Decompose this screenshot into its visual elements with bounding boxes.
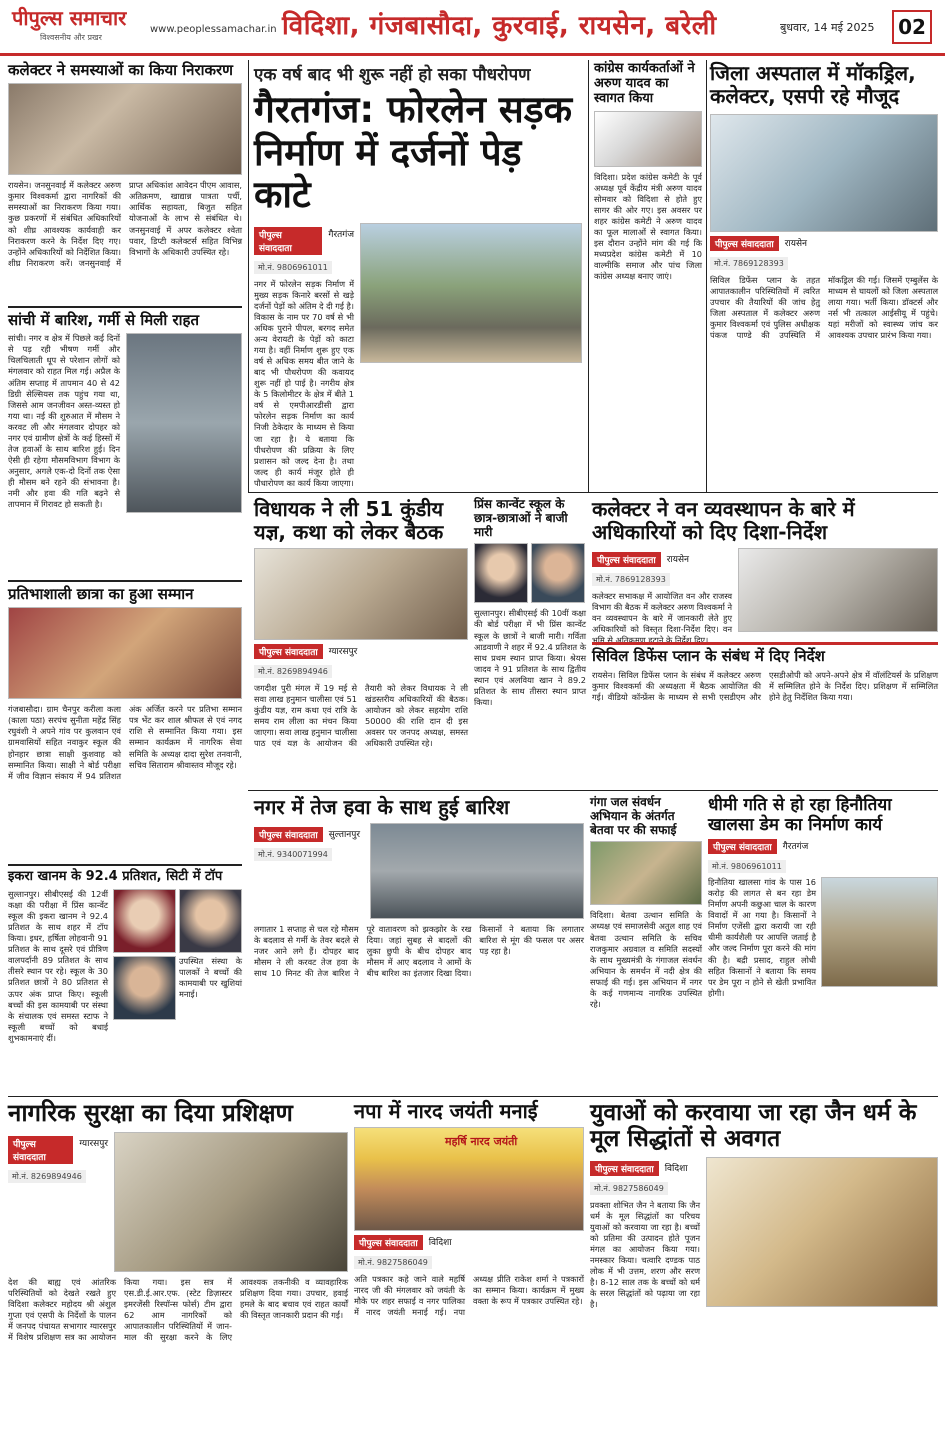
story-ikra-topper	[8, 864, 242, 1090]
byline-place: गैरतगंज	[782, 842, 809, 853]
byline-reporter: पीपुल्स संवाददाता	[254, 827, 323, 842]
reporter-mobile: मो.नं. 7869128393	[710, 257, 788, 270]
byline-place: ग्यारसपुर	[328, 647, 358, 657]
story-body: नगर में फोरलेन सड़क निर्माण में मुख्य सड़क किनारे बरसों से खड़े दर्जनों पेड़ों को अंतिम दे दी गई है। विकास के नाम पर 70 वर्ष से भी अधिक पुराने पीपल, बरगद समेत अन्य वेरायटी के पेड़ों को काटा गया है। वहीं निर्माण शुरू हुए एक वर्ष से अधिक समय बीत जाने के बाद भी पौधरोपण की कवायद शुरू नहीं हो पाई है। नगरीय क्षेत्र के 5 किलोमीटर के क्षेत्र में बीते 1 वर्ष से एमपीआरडीसी द्वारा फोरलेन सड़क निर्माण का कार्य निजी ठेकेदार के माध्यम से किया जा रहा है। ये बताया कि पीधरोपण की प्रक्रिया के लिए प्रशासन को जल्द देना है। तथा जल्द ही कार्य मंजूर होते ही पौधारोपण का कार्य किया जाएगा।	[254, 278, 354, 488]
story-body: गंजबासौदा। ग्राम चैनपुर करीला कला (काला पठा) सरपंच सुनीता महेंद्र सिंह रघुवंशी ने अपने गांव पर कुलवान एवं ग्रामवासियों सहित नवाकुर स्कूल की होनहार छात्रा साक्षी कुशवाह को सम्मानित किया। साक्षी ने बोर्ड परीक्षा में जीव विज्ञान संकाय में 94 प्रतिशत अंक अर्जित करने पर प्रतिभा सम्मान पत्र भेंट कर शाल श्रीफल से एवं नगद राशि से सम्मानित किया गया। इस सम्मान कार्यक्रम में नागरिक सेवा समिति के अध्यक्ष दादा सुरेश तनवानी, सचिव सिताराम श्रीवास्तव मौजूद रहे।	[8, 704, 242, 781]
byline-reporter: पीपुल्स संवाददाता	[592, 552, 661, 567]
website-url[interactable]: www.peoplessamachar.in	[150, 24, 277, 35]
byline-reporter: पीपुल्स संवाददाता	[710, 236, 779, 251]
edition-date: बुधवार, 14 मई 2025	[780, 21, 875, 34]
story-headline: प्रिंस कान्वेंट स्कूल के छात्र-छात्राओं ने बाजी मारी	[474, 497, 568, 539]
photo-road-construction	[360, 223, 582, 363]
story-prince-convent	[474, 498, 586, 786]
story-civil-defence	[592, 642, 938, 786]
story-body: प्रवक्ता शोभित जैन ने बताया कि जैन धर्म के मूल सिद्धांतों का परिचय युवाओं को करवाया जा रहा है। बच्चों को प्रतिमा की उत्पादन होते पूजन मंगल का आयोजन किया गया। नमस्कार किया। चत्वारि दण्डक पाठ लोक में भी उत्तम, शरण और सरण है। 8-12 साल तक के बच्चों को धर्म के सरल सिद्धांतों को पढ़ाया जा रहा है।	[590, 1199, 700, 1310]
photo-meeting	[254, 548, 468, 640]
byline-reporter: पीपुल्स संवाददाता	[8, 1136, 73, 1164]
photo-dam-excavator	[821, 877, 938, 987]
photo-student-1	[113, 889, 176, 953]
story-body: विदिशा। बेतवा उत्थान समिति के अध्यक्ष एवं समाजसेवी अतुल शाह एवं बेतवा उत्थान समिति के सचिव राजकुमार अग्रवाल व समिति सदस्यों के साथ मुख्यमंत्री के गंगाजल संवर्धन अभियान के समर्थन में नदी क्षेत्र की सफाई की गई। इस अभियान में नगर के कई गणमान्य नागरिक उपस्थित रहे।	[590, 910, 702, 1009]
story-body: लगातार 1 सप्ताह से चल रहे मौसम के बदलाव से गर्मी के तेवर बदले से नजर आने लगे हैं। दोपहर बाद मौसम ने ली करवट तेज हवा के साथ 10 मिनट की तेज बारिश ने पूरे वातावरण को झकझोर के रख दिया। जहां सुबह से बादलों की लुका छुपी के बीच दोपहर बाद मौसम में आए बदलाव ने आमों के बीच बारिश का इंतजार दिखा दिया। किसानों ने बताया कि लगातार बारिश से मूंग की फसल पर असर पड़ रहा है।	[254, 924, 584, 979]
event-banner: महर्षि नारद जयंती	[445, 1135, 518, 1148]
story-collector-grievance	[8, 62, 242, 304]
story-body: सुल्तानपुर। सीबीएसई की 12वीं कक्षा की परीक्षा में प्रिंस कान्वेंट स्कूल की इकरा खानम ने 92.4 प्रतिशत के साथ शहर में टॉप किया। इधर, हर्षिता लोहवानी 91 प्रतिशत के साथ दूसरे एवं प्रीत्रिण वालपर्दानी 89 प्रतिशत के साथ तीसरे स्थान पर रहे। स्कूल के 30 प्रतिशत छात्रों ने 80 प्रतिशत से ऊपर अंक प्राप्त किए। स्कूली बच्चों की इस कामयाबी पर संस्था के संचालक एवं समस्त स्टाफ ने स्कूली बच्चों को बधाई शुभकामनाएं दीं।	[8, 888, 108, 1043]
story-headline: सिविल डिफेंस प्लान के संबंध में दिए निर्देश	[592, 647, 825, 665]
photo-public-hearing	[8, 83, 242, 175]
photo-training-session	[114, 1132, 348, 1272]
story-body: रायसेन। सिविल डिफेंस प्लान के संबंध में कलेक्टर अरुण कुमार विश्वकर्मा की अध्यक्षता में बैठक आयोजित की गई। वीडियो कॉन्फ्रेंस के माध्यम से सभी एसडीएम और एसडीओपी को अपने-अपने क्षेत्र में वॉलंटियर्स के प्रशिक्षण में सम्मिलित होने के निर्देश दिए। प्रशिक्षण में सम्मिलित होने हेतु निर्देशित किया गया।	[592, 670, 938, 703]
story-kicker: एक वर्ष बाद भी शुरू नहीं हो सका पौधरोपण	[254, 65, 531, 85]
photo-congress-welcome	[594, 111, 702, 167]
reporter-mobile: मो.नं. 9827586049	[590, 1182, 668, 1195]
photo-narad-event	[354, 1127, 584, 1231]
story-body: कलेक्टर सभाकक्ष में आयोजित वन और राजस्व विभाग की बैठक में कलेक्टर अरुण विश्वकर्मा ने वन व्यवस्थापन के बारे में जानकारी लेते हुए अधिकारियों को विस्तृत दिशा-निर्देश दिए। वन भूमि से अतिक्रमण हटाने के निर्देश दिए।	[592, 591, 732, 646]
story-hospital-mockdrill	[710, 62, 938, 492]
story-headline: इकरा खानम के 92.4 प्रतिशत, सिटी में टॉप	[8, 869, 223, 884]
column-divider	[706, 60, 707, 492]
story-body: सांची। नगर व क्षेत्र में पिछले कई दिनों से पड़ रही भीषण गर्मी और चिलचिलाती धूप से परेशान लोगों को मंगलवार को राहत मिल गई। अप्रैल के अंतिम सप्ताह में तापमान 40 से 42 डिग्री सेल्सियस तक पहुंच गया था, जिससे आम जनजीवन अस्त-व्यस्त हो गया था। नई की शुरुआत में मौसम ने करवट ली और मंगलवार दोपहर को नगर एवं ग्रामीण क्षेत्रों के कई हिस्सों में तेज हवाओं के साथ बारिश हुई। दिन ऐसी ही रहेगा मौसमविभाग विभाग के अनुसार, अगले एक-दो दिनों तक ऐसा ही मौसम बने रहने की संभावना है। नमी और हवा की गति बढ़ने से तापमान में गिरावट हो सकती है।	[8, 333, 120, 510]
story-narad-jayanti	[354, 1100, 584, 1436]
story-ganga-jal	[590, 796, 702, 1092]
byline-place: विदिशा	[428, 1238, 452, 1248]
photo-student-3	[113, 956, 176, 1020]
photo-hospital-drill	[710, 114, 938, 232]
story-body: हिनौतिया खालसा गांव के पास 16 करोड़ की लागत से बन रहा डेम निर्माण अपनी कछुआ चाल के कारण विवादों में आ गया है। किसानों ने निर्माण एजेंसी द्वारा करायी जा रही धीमी कार्यशैली पर आपत्ति जताई है और जल्द निर्माण पूरा करने की मांग की है। बद्री प्रसाद, राहुल लोधी सहित किसानों ने बताया कि समय पर डेम पूरा न होने से खेती प्रभावित होगी।	[708, 877, 816, 998]
story-headline: धीमी गति से हो रहा हिनौतिया खालसा डेम का निर्माण कार्य	[708, 795, 892, 835]
byline-place: गैरतगंज	[328, 229, 354, 240]
byline-reporter: पीपुल्स संवाददाता	[708, 839, 777, 854]
story-headline: गैरतगंज: फोरलेन सड़क निर्माण में दर्जनों पेड़ काटे	[254, 88, 572, 217]
story-headline: गंगा जल संवर्धन अभियान के अंतर्गत बेतवा पर की सफाई	[590, 795, 677, 837]
story-headline: प्रतिभाशाली छात्रा का हुआ सम्मान	[8, 585, 194, 603]
byline-place: विदिशा	[664, 1163, 688, 1174]
story-body: अति पत्रकार कहे जाने वाले महर्षि नारद जी की मंगलवार को जयंती के मौके पर शहर सफाई व नगर पालिका में नारद जयंती मनाई गई। नपा अध्यक्ष प्रीति राकेश शर्मा ने पत्रकारों का सम्मान किया। कार्यक्रम में मुख्य वक्ता के रूप में पत्रकार उपस्थित रहे।	[354, 1274, 584, 1318]
reporter-mobile: मो.नं. 8269894946	[8, 1170, 86, 1183]
story-headline: विधायक ने ली 51 कुंडीय यज्ञ, कथा को लेकर बैठक	[254, 497, 444, 544]
byline-place: ग्यारसपुर	[79, 1138, 108, 1149]
story-student-honour	[8, 580, 242, 860]
story-forest-directions	[592, 497, 938, 646]
column-divider	[588, 60, 589, 492]
byline-reporter: पीपुल्स संवाददाता	[590, 1161, 659, 1176]
reporter-mobile: मो.नं. 9806961011	[254, 261, 332, 274]
story-headline: सांची में बारिश, गर्मी से मिली राहत	[8, 311, 199, 329]
story-headline: नगर में तेज हवा के साथ हुई बारिश	[254, 795, 510, 819]
story-kundiya-yagya	[254, 498, 468, 786]
story-congress-welcome	[594, 62, 702, 492]
photo-student-boy	[531, 543, 585, 603]
story-body: विदिशा। प्रदेश कांग्रेस कमेटी के पूर्व अध्यक्ष पूर्व केंद्रीय मंत्री अरुण यादव सोमवार को विदिशा से होते हुए सागर की ओर गए। इस अवसर पर शहर कांग्रेस कमेटी ने अरुण यादव का फूल मालाओं से स्वागत किया। इस दौरान उन्होंने मांग की गई कि मध्यप्रदेश कांग्रेस कमेटी में 10 वाल्मीकि समाज और पांच जिला कांग्रेस अध्यक्ष बनाए जाएं।	[594, 171, 702, 282]
section-divider	[248, 492, 938, 493]
story-body: रायसेन। जनसुनवाई में कलेक्टर अरुण कुमार विश्वकर्मा द्वारा नागरिकों की समस्याओं का निराकरण किया गया। कुछ प्रकरणों में संबंधित अधिकारियों को शीघ्र आवश्यक कार्यवाही कर निराकरण करने के निर्देश दिए गए। उन्होंने अधिकारियों को निर्देशित किया। शीघ्र निराकरण करें। जनसुनवाई में प्राप्त अधिकांश आवेदन पीएम आवास, अतिक्रमण, खाद्यान्न पात्रता पर्ची, आर्थिक सहायता, बिजुत सहित योजनाओं के लाभ से संबंधित थे। जनसुनवाई में अपर कलेक्टर श्वेता पवार, डिप्टी कलेक्टर्स सहित विभिन्न विभागों के अधिकारी उपस्थित रहे।	[8, 180, 242, 268]
photo-honour-ceremony	[8, 607, 242, 699]
photo-rain-street	[126, 333, 242, 513]
story-body: सिविल डिफेंस प्लान के तहत आपातकालीन परिस्थितियों में त्वरित उपचार की तैयारियों की जांच हेतु जिला अस्पताल में कलेक्टर अरुण कुमार विश्वकर्मा एवं पुलिस अधीक्षक पंकज पाण्डे की उपस्थिति में मॉकड्रिल की गई। जिसमें एम्बुलेंस के माध्यम से घायलों को जिला अस्पताल लाया गया। भर्ती किया। डॉक्टर्स और नर्स भी तत्काल आईसीयू में पहुंचे। यहां मरीजों को स्वास्थ्य जांच कर आवश्यक उपचार प्रारंभ किया गया।	[710, 275, 938, 341]
story-headline: कलेक्टर ने वन व्यवस्थापन के बारे में अधिकारियों को दिए दिशा-निर्देश	[592, 497, 855, 544]
reporter-mobile: मो.नं. 9340071994	[254, 848, 332, 861]
masthead	[0, 0, 945, 56]
logo-tagline: विश्वसनीय और प्रखर	[40, 33, 102, 42]
byline-place: रायसेन	[784, 239, 808, 249]
story-headline: युवाओं को करवाया जा रहा जैन धर्म के मूल सिद्धांतों से अवगत	[590, 1100, 917, 1153]
story-hinotia-dam	[708, 796, 938, 1092]
reporter-mobile: मो.नं. 9806961011	[708, 860, 786, 873]
byline-place: सुल्तानपुर	[328, 830, 361, 840]
column-divider	[248, 60, 249, 492]
story-jain-youth	[590, 1100, 938, 1436]
photo-student-girl	[474, 543, 528, 603]
story-body: सुल्तानपुर। सीबीएसई की 10वीं कक्षा की बोर्ड परीक्षा में भी प्रिंस कान्वेंट स्कूल के छात्रों ने बाजी मारी। गर्विता आडवाणी ने शहर में 92.4 प्रतिशत के साथ प्रथम स्थान प्राप्त किया। श्रेयस जादव ने 91 प्रतिशत के साथ द्वितीय स्थान एवं अलविया खान ने 89.2 प्रतिशत के साथ तीसरा स्थान प्राप्त किया।	[474, 608, 586, 707]
photo-student-2	[179, 889, 242, 953]
photo-forest-meeting	[738, 548, 938, 632]
story-headline: नागरिक सुरक्षा का दिया प्रशिक्षण	[8, 1099, 293, 1127]
photo-caption: उपस्थित संस्था के पालकों ने बच्चों की कामयाबी पर खुशियां मनाई।	[179, 955, 242, 1000]
newspaper-logo: पीपुल्स समाचार	[12, 6, 127, 30]
story-headline: जिला अस्पताल में मॉकड्रिल, कलेक्टर, एसपी रहे मौजूद	[710, 61, 916, 108]
byline-reporter: पीपुल्स संवाददाता	[254, 227, 322, 255]
story-civil-training	[8, 1100, 348, 1436]
byline-reporter: पीपुल्स संवाददाता	[354, 1235, 423, 1250]
reporter-mobile: मो.नं. 8269894946	[254, 665, 332, 678]
story-headline: कांग्रेस कार्यकर्ताओं ने अरुण यादव का स्वागत किया	[594, 61, 695, 106]
byline-reporter: पीपुल्स संवाददाता	[254, 644, 323, 659]
section-divider	[8, 1096, 938, 1097]
photo-jain-class	[706, 1157, 938, 1307]
story-headline: कलेक्टर ने समस्याओं का किया निराकरण	[8, 61, 233, 79]
story-body: देश की बाह्य एवं आंतरिक परिस्थितियों को देखते रखते हुए विदिशा कलेक्टर महोदय श्री अंशुल गुप्ता एवं एसपी के निर्देशों के पालन में जनपद पंचायत सभागार ग्यारसपुर में विशेष प्रशिक्षण सत्र का आयोजन किया गया। इस सत्र में एस.डी.ई.आर.एफ. (स्टेट डिज़ास्टर इमरजेंसी रिस्पॉन्स फोर्स) टीम द्वारा 62 आम नागरिकों को आपातकालीन परिस्थितियों में जान-माल की सुरक्षा करने के लिए आवश्यक तकनीकी व व्यावहारिक प्रशिक्षण दिया गया। उपचार, हवाई हमले के बाद बचाव एवं राहत कार्यों की विस्तृत जानकारी प्रदान की गई।	[8, 1276, 348, 1342]
story-city-rain	[254, 796, 584, 1092]
reporter-mobile: मो.नं. 9827586049	[354, 1256, 432, 1269]
photo-betwa-cleaning	[590, 841, 702, 905]
byline-place: रायसेन	[666, 555, 690, 565]
story-sanchi-rain	[8, 306, 242, 576]
story-garatganj-road	[254, 62, 582, 492]
page-number: 02	[892, 10, 932, 44]
photo-rainy-market	[370, 823, 584, 919]
edition-cities: विदिशा, गंजबासौदा, कुरवाई, रायसेन, बरेली	[282, 11, 717, 41]
reporter-mobile: मो.नं. 7869128393	[592, 573, 670, 586]
story-body: जगदीश पुरी मंगल में 19 मई से सवा लाख हनुमान चालीसा एवं 51 कुंडीय यज्ञ, राम कथा एवं रात्रि के समय राम लीला का मंचन किया जाएगा। सवा लाख हनुमान चालीसा पाठ एवं यज्ञ के आयोजन की तैयारी को लेकर विधायक ने ली खंडस्तरीय अधिकारियों की बैठक। आयोजन को लेकर सहयोग राशि 50000 की राशि दान दी इस अवसर पर जनपद अध्यक्ष, समस्त अधिकारी उपस्थित रहे।	[254, 683, 468, 749]
section-divider	[248, 790, 938, 791]
story-headline: नपा में नारद जयंती मनाई	[354, 1099, 538, 1123]
